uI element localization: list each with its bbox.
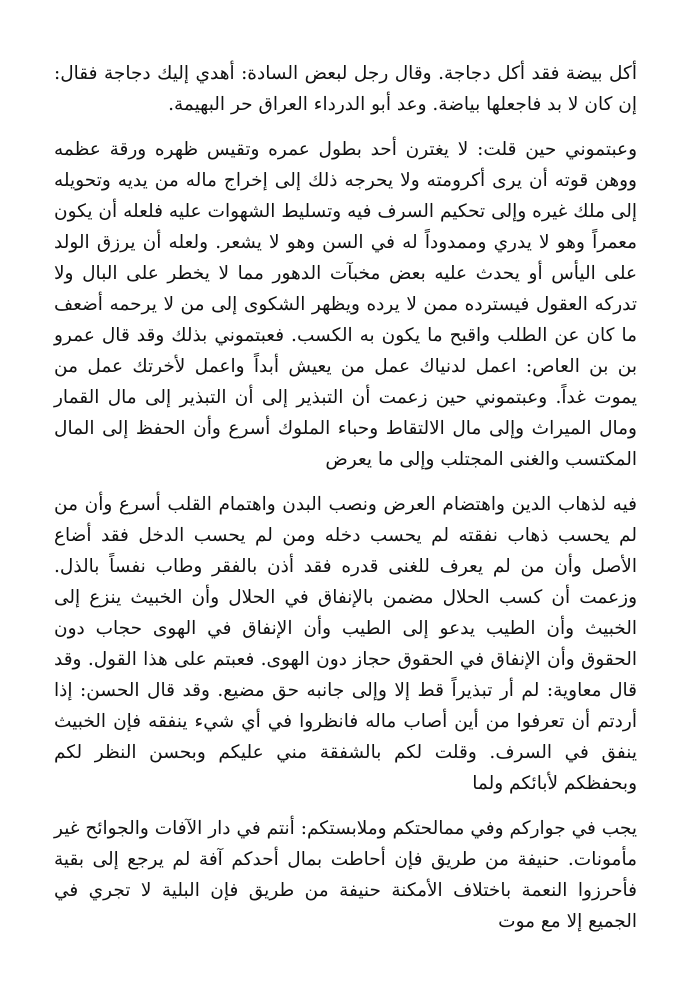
paragraph-2: وعبتموني حين قلت: لا يغترن أحد بطول عمره وتقيس ظهره ورقة عظمه ووهن قوته أن يرى أكرومته ولا يحرجه ذلك إلى إخراج ماله من يديه وتحويله إلى ملك غيره وإلى تحكيم السرف فيه وتسليط الشهوات عليه فلعله أن يكون معمراً وهو لا يدري وممدوداً له في السن وهو لا يشعر. ولعله أن يرزق الولد على اليأس أو يحدث عليه بعض مخبآت الدهور مما لا يخطر على البال ولا تدركه العقول فيسترده ممن لا يرده ويظهر الشكوى إلى من لا يرحمه أضعف ما كان عن الطلب واقبح ما يكون به الكسب. فعبتموني بذلك وقد قال عمرو بن بن العاص: اعمل لدنياك عمل من يعيش أبداً واعمل لأخرتك عمل من يموت غداً. وعبتموني حين زعمت أن التبذير إلى أن التبذير إلى مال القمار ومال الميراث وإلى مال الالتقاط وحباء الملوك أسرع وأن الحفظ إلى المال المكتسب والغنى المجتلب وإلى ما يعرض [54, 139, 637, 470]
document-page [54, 58, 637, 937]
paragraph-3: فيه لذهاب الدين واهتضام العرض ونصب البدن واهتمام القلب أسرع وأن من لم يحسب ذهاب نفقته لم يحسب دخله ومن لم يحسب الدخل فقد أضاع الأصل وأن من لم يعرف للغنى قدره فقد أذن بالفقر وطاب نفساً بالذل. وزعمت أن كسب الحلال مضمن بالإنفاق في الحلال وأن الخبيث ينزع إلى الخبيث وأن الطيب يدعو إلى الطيب وأن الإنفاق في الهوى حجاب دون الحقوق وأن الإنفاق في الحقوق حجاز دون الهوى. فعبتم على هذا القول. وقد قال معاوية: لم أر تبذيراً قط إلا وإلى جانبه حق مضيع. وقد قال الحسن: إذا أردتم أن تعرفوا من أين أصاب ماله فانظروا في أي شيء ينفقه فإن الخبيث ينفق في السرف. وقلت لكم بالشفقة مني عليكم وبحسن النظر لكم وبحفظكم لأبائكم ولما [54, 494, 637, 794]
paragraph-1: أكل بيضة فقد أكل دجاجة. وقال رجل لبعض السادة: أهدي إليك دجاجة فقال: إن كان لا بد فاجعلها بياضة. وعد أبو الدرداء العراق حر البهيمة. [54, 63, 637, 115]
paragraph-4: يجب في جواركم وفي ممالحتكم وملابستكم: أنتم في دار الآفات والجوائح غير مأمونات. حنيفة من طريق فإن أحاطت بمال أحدكم آفة لم يرجع إلى بقية فأحرزوا النعمة باختلاف الأمكنة حنيفة من طريق فإن البلية لا تجري في الجميع إلا مع موت [54, 818, 637, 932]
